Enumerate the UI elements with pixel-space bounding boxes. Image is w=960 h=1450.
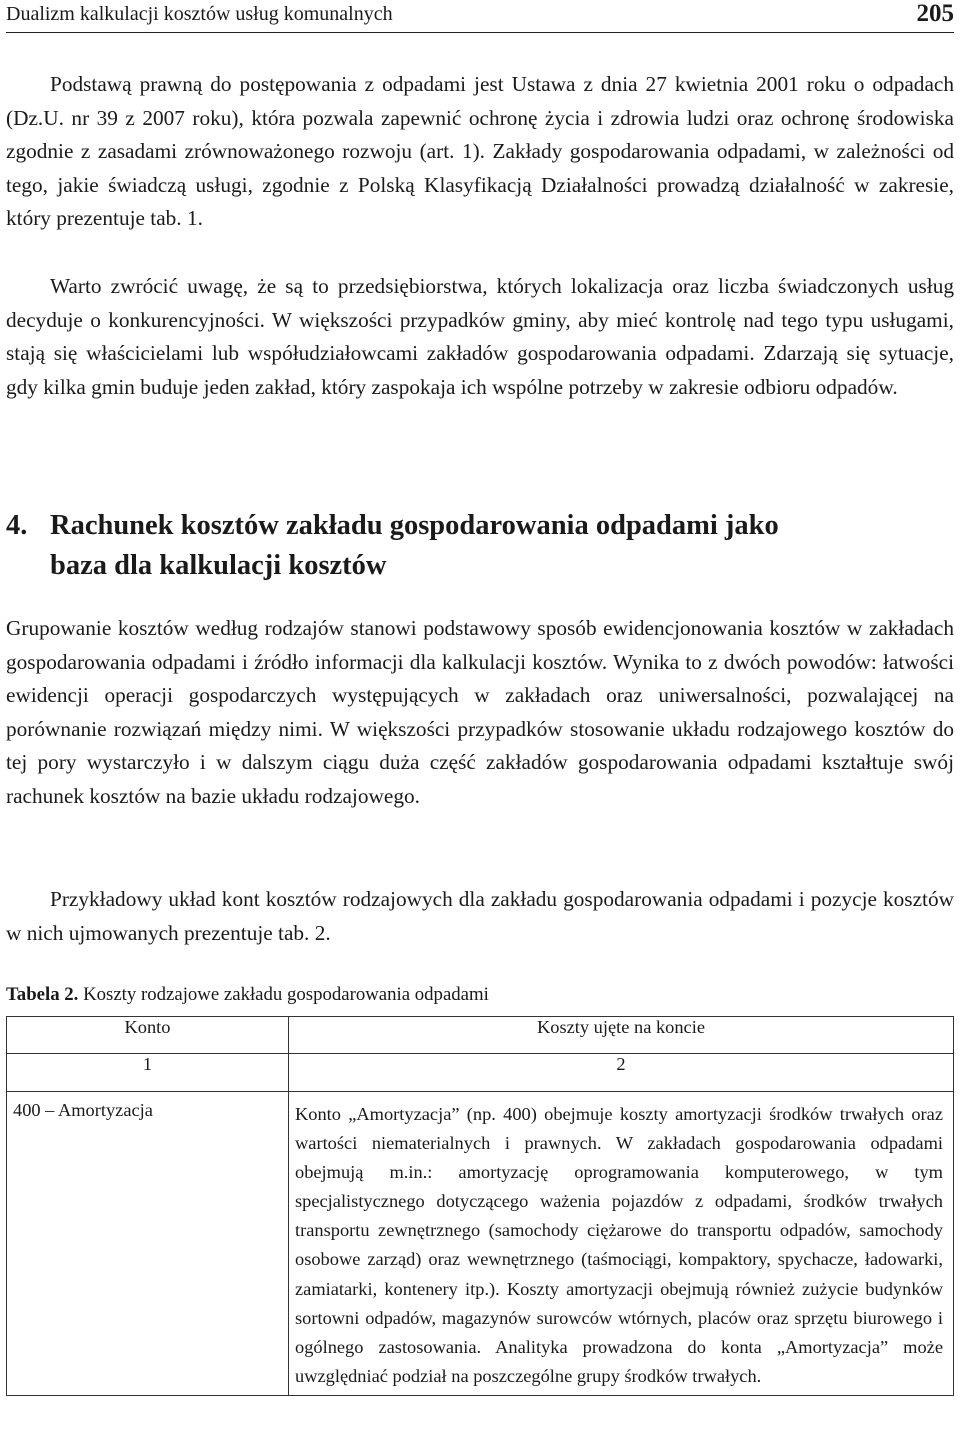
table-column-number-row xyxy=(7,1054,954,1092)
paragraph-cost-grouping: Grupowanie kosztów według rodzajów stanowi podstawowy sposób ewidencjonowania kosztów w zakładach gospodarowania odpadami i źródło informacji dla kalkulacji kosztów. Wynika to z dwóch powodów: łatwości ewidencji operacji gospodarczych występujących w zakładach oraz uniwersalności, pozwalającej na porównanie rozwiązań między nimi. W większości przypadków stosowanie układu rodzajowego kosztów do tej pory wystarczyło i w dalszym ciągu duża część zakładów gospodarowania odpadami kształtuje swój rachunek kosztów na bazie układu rodzajowego. xyxy=(6,616,954,808)
section-heading xyxy=(6,506,954,586)
column-number-2: 2 xyxy=(289,1054,954,1092)
section-number: 4. xyxy=(6,510,28,541)
table-caption-label: Tabela 2. xyxy=(6,984,79,1005)
page-number: 205 xyxy=(916,0,954,27)
cost-table xyxy=(6,1016,954,1396)
paragraph-table-intro: Przykładowy układ kont kosztów rodzajowych dla zakładu gospodarowania odpadami i pozycje kosztów w nich ujmowanych prezentuje tab. 2. xyxy=(6,887,954,945)
header-costs: Koszty ujęte na koncie xyxy=(289,1017,954,1054)
description-cell: Konto „Amortyzacja” (np. 400) obejmuje koszty amortyzacji środków trwałych oraz wartości niematerialnych i prawnych. W zakładach gospodarowania odpadami obejmują m.in.: amortyzację oprogramowania komputerowego, w tym specjalistycznego dotyczącego ważenia pojazdów z odpadami, środków trwałych transportu zewnętrznego (samochody ciężarowe do transportu odpadów, samochody osobowe zarząd) oraz wewnętrznego (taśmociągi, kompaktory, spychacze, ładowarki, zamiatarki, kontenery itp.). Koszty amortyzacji obejmują również zużycie budynków sortowni odpadów, magazynów surowców wtórnych, placów oraz sprzętu biurowego i ogólnego zastosowania. Analityka prowadzona do konta „Amortyzacja” może uwzględniać podział na poszczególne grupy środków trwałych. xyxy=(289,1092,954,1396)
table-caption-text: Koszty rodzajowe zakładu gospodarowania odpadami xyxy=(83,984,489,1005)
account-cell: 400 – Amortyzacja xyxy=(7,1092,289,1396)
column-number-1: 1 xyxy=(7,1054,289,1092)
paragraph-legal-basis: Podstawą prawną do postępowania z odpadami jest Ustawa z dnia 27 kwietnia 2001 roku o odpadach (Dz.U. nr 39 z 2007 roku), która pozwala zapewnić ochronę życia i zdrowia ludzi oraz ochronę środowiska zgodnie z zasadami zrównoważonego rozwoju (art. 1). Zakłady gospodarowania odpadami, w zależności od tego, jakie świadczą usługi, zgodnie z Polską Klasyfikacją Działalności prowadzą działalność w zakresie, który prezentuje tab. 1. xyxy=(6,72,954,230)
paragraph-competitiveness: Warto zwrócić uwagę, że są to przedsiębiorstwa, których lokalizacja oraz liczba świadczonych usług decyduje o konkurencyjności. W większości przypadków gminy, aby mieć kontrolę nad tego typu usługami, stają się właścicielami lub współudziałowcami zakładów gospodarowania odpadami. Zdarzają się sytuacje, gdy kilka gmin buduje jeden zakład, który zaspokaja ich wspólne potrzeby w zakresie odbioru odpadów. xyxy=(6,274,954,399)
header-account: Konto xyxy=(7,1017,289,1054)
page-header xyxy=(6,0,954,33)
table-caption xyxy=(6,984,489,1006)
table-row xyxy=(7,1092,954,1396)
section-title-line2: baza dla kalkulacji kosztów xyxy=(50,550,387,581)
running-title: Dualizm kalkulacji kosztów usług komunalnych xyxy=(6,3,393,25)
section-title-line1: Rachunek kosztów zakładu gospodarowania odpadami jako xyxy=(50,510,779,541)
table-header-row xyxy=(7,1017,954,1054)
